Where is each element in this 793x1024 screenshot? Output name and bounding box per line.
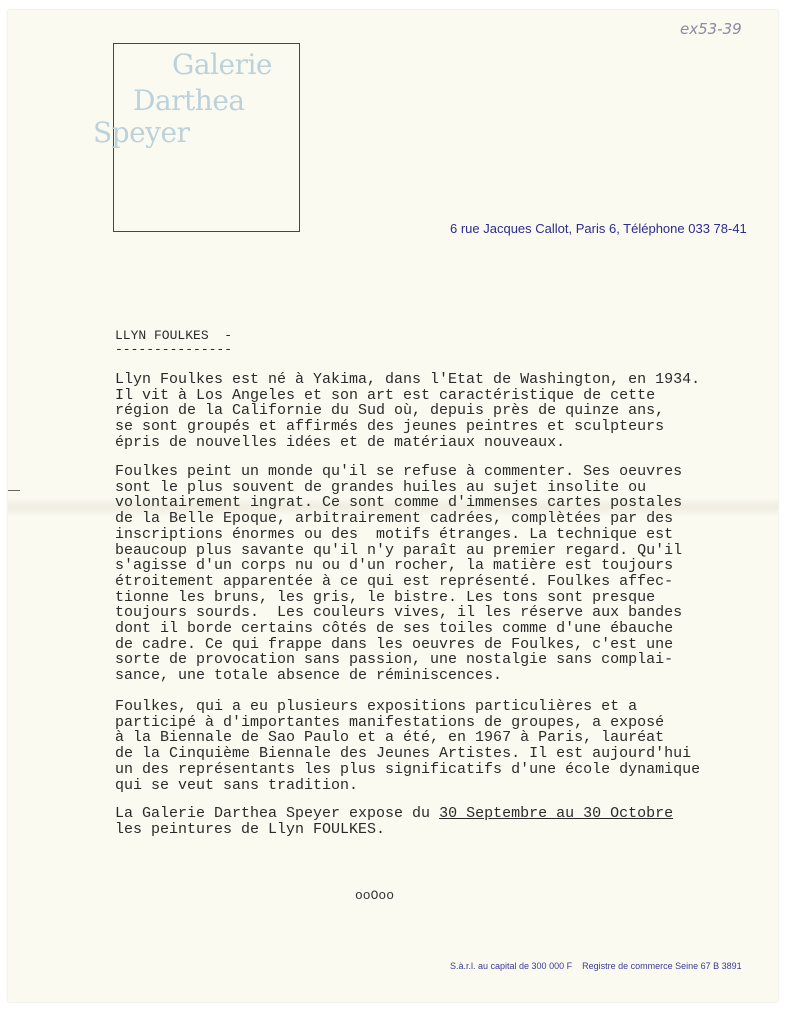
text-line: s'agisse d'un corps nu ou d'un rocher, la matière est toujours	[115, 557, 674, 575]
text-line: qui se veut sans tradition.	[115, 776, 359, 794]
title-rule: ---------------	[115, 342, 233, 357]
text-line: un des représentants les plus significatifs d'une école dynamique	[115, 760, 701, 778]
text-line: à la Biennale de Sao Paulo et a été, en 1967 à Paris, lauréat	[115, 729, 665, 747]
paragraph-1	[115, 372, 700, 451]
text-line: Foulkes, qui a eu plusieurs expositions particulières et a	[115, 698, 638, 715]
text-line: toujours sourds. Les couleurs vives, il les réserve aux bandes	[115, 604, 683, 622]
logo-line-galerie: Galerie	[172, 48, 272, 81]
document-title: LLYN FOULKES -	[115, 328, 233, 343]
text-line: sance, une totale absence de réminiscences.	[115, 667, 503, 685]
logo-line-darthea: Darthea	[133, 84, 245, 117]
text-line: épris de nouvelles idées et de matériaux nouveaux.	[115, 433, 566, 451]
paragraph-2	[115, 464, 682, 684]
text-line: Foulkes peint un monde qu'il se refuse à commenter. Ses oeuvres	[115, 463, 683, 480]
text-line: de la Belle Epoque, arbitrairement cadrées, complètées par des	[115, 510, 674, 528]
logo-line-speyer: Speyer	[93, 116, 190, 149]
text-line: dont il borde certains côtés de ses toiles comme d'une ébauche	[115, 620, 674, 638]
text-line: région de la Californie du Sud où, depuis près de quinze ans,	[115, 402, 665, 420]
text-line: Llyn Foulkes est né à Yakima, dans l'Etat de Washington, en 1934.	[115, 371, 701, 388]
text-line: inscriptions énormes ou des motifs étranges. La technique est	[115, 525, 674, 543]
text-line: étroitement apparentée à ce qui est représenté. Foulkes affec-	[115, 572, 674, 590]
closing-prefix: La Galerie Darthea Speyer expose du	[115, 805, 440, 822]
closing-line-2: les peintures de Llyn FOULKES.	[115, 820, 386, 838]
text-line: de la Cinquième Biennale des Jeunes Artistes. Il est aujourd'hui	[115, 745, 692, 763]
text-line: volontairement ingrat. Ce sont comme d'immenses cartes postales	[115, 494, 683, 512]
closing-paragraph	[115, 806, 673, 837]
paragraph-3	[115, 699, 700, 793]
letterhead-address: 6 rue Jacques Callot, Paris 6, Téléphone 033 78-41	[450, 221, 747, 236]
margin-mark	[8, 490, 20, 491]
text-line: se sont groupés et affirmés des jeunes peintres et sculpteurs	[115, 418, 665, 436]
text-line: beaucoup plus savante qu'il n'y paraît au premier regard. Qu'il	[115, 541, 683, 559]
text-line: sorte de provocation sans passion, une nostalgie sans complai-	[115, 651, 674, 669]
text-line: sont le plus souvent de grandes huiles au sujet insolite ou	[115, 478, 647, 496]
handwritten-reference: ex53-39	[680, 20, 742, 38]
end-mark: ooOoo	[355, 888, 395, 903]
text-line: de cadre. Ce qui frappe dans les oeuvres de Foulkes, c'est une	[115, 635, 674, 653]
text-line: Il vit à Los Angeles et son art est caractéristique de cette	[115, 386, 656, 404]
exhibition-dates: 30 Septembre au 30 Octobre	[439, 805, 674, 822]
text-line: participé à d'importantes manifestations de groupes, a exposé	[115, 713, 665, 731]
footer-legal: S.à.r.l. au capital de 300 000 F Registre de commerce Seine 67 B 3891	[450, 961, 742, 971]
text-line: tionne les bruns, les gris, le bistre. Les tons sont presque	[115, 588, 656, 606]
